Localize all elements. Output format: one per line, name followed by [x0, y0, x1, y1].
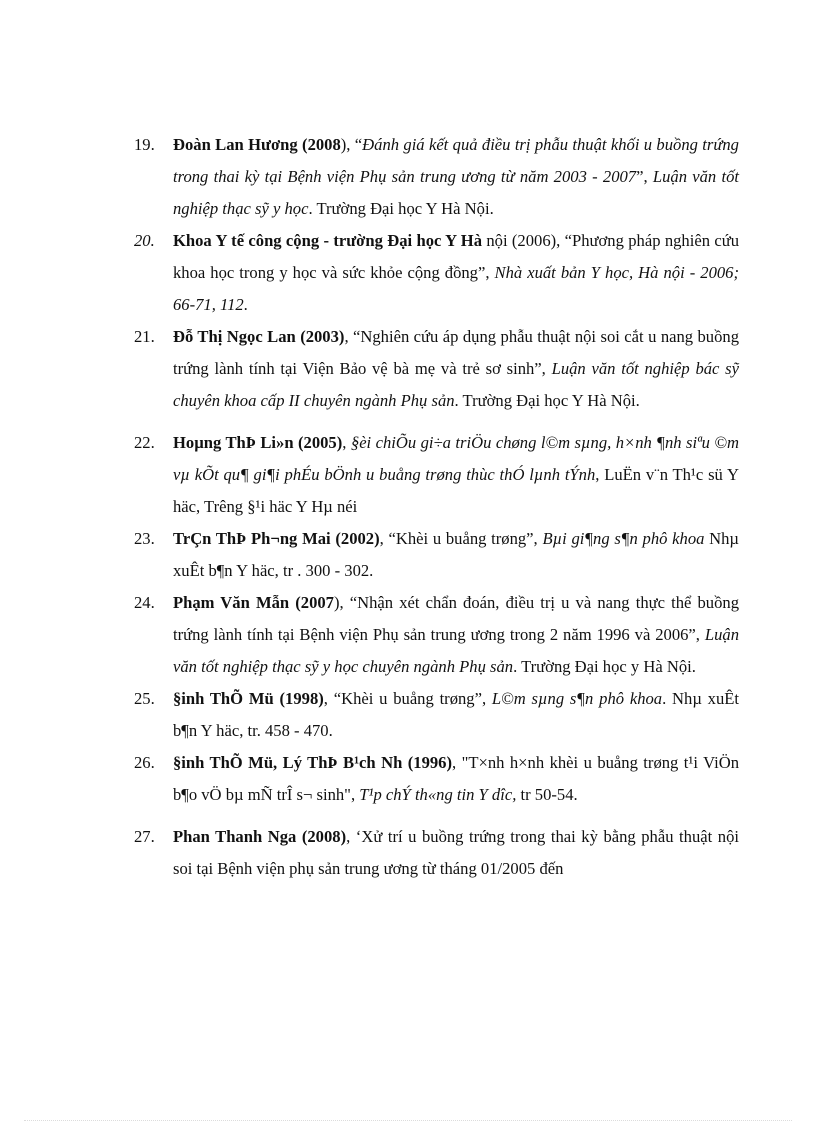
reference-author: Phạm Văn Mẫn [173, 593, 290, 612]
reference-author: Hoµng ThÞ Li»n (2005) [173, 433, 343, 452]
reference-item-26: 26. §inh ThÕ Mü, Lý ThÞ B¹ch Nh (1996), "T×nh h×nh khèi u buång trøng t¹i ViÖn b¶o vÖ bµ mÑ trÎ s¬ sinh", T¹p chÝ th«ng tin Y dîc, tr 50-54. [0, 747, 739, 811]
reference-number: 23. [134, 529, 155, 548]
reference-number: 26. [134, 753, 155, 772]
page-bottom-border [24, 1120, 792, 1121]
reference-item-27: 27. Phan Thanh Nga (2008), ‘Xử trí u buồng trứng trong thai kỳ bằng phẫu thuật nội soi tại Bệnh viện phụ sản trung ương từ tháng 01/2005 đến [0, 821, 739, 885]
reference-author: §inh ThÕ Mü, Lý ThÞ B¹ch Nh (1996) [173, 753, 452, 772]
reference-item-20: 20. Khoa Y tế công cộng - trường Đại học Y Hà nội (2006), “Phương pháp nghiên cứu khoa học trong y học và sức khỏe cộng đồng”, Nhà xuất bản Y học, Hà nội - 2006; 66-71, 112. [0, 225, 739, 321]
reference-item-25: 25. §inh ThÕ Mü (1998), “Khèi u buång trøng”, L©m sµng s¶n phô khoa. Nhµ xuÊt b¶n Y häc, tr. 458 - 470. [0, 683, 739, 747]
reference-source: Luận văn tốt nghiệp bác sỹ chuyên khoa cấp II chuyên ngành Phụ sản [173, 359, 739, 410]
reference-author: Đoàn Lan Hương [173, 135, 298, 154]
reference-author: §inh ThÕ Mü (1998) [173, 689, 324, 708]
reference-item-23: 23. TrÇn ThÞ Ph¬ng Mai (2002), “Khèi u buång trøng”, Bµi gi¶ng s¶n phô khoa Nhµ xuÊt b¶n Y häc, tr . 300 - 302. [0, 523, 739, 587]
reference-author: Khoa Y tế công cộng - trường Đại học Y Hà [173, 231, 483, 250]
reference-source: T¹p chÝ th«ng tin Y dîc, [359, 785, 517, 804]
reference-item-19: 19. Đoàn Lan Hương (2008), “Đánh giá kết quả điều trị phẫu thuật khối u buồng trứng trong thai kỳ tại Bệnh viện Phụ sản trung ương từ năm 2003 - 2007”, Luận văn tốt nghiệp thạc sỹ y học. Trường Đại học Y Hà Nội. [0, 129, 739, 225]
reference-author: Đỗ Thị Ngọc Lan (2003) [173, 327, 345, 346]
reference-item-21: 21. Đỗ Thị Ngọc Lan (2003), “Nghiên cứu áp dụng phẫu thuật nội soi cắt u nang buồng trứng lành tính tại Viện Bảo vệ bà mẹ và trẻ sơ sinh”, Luận văn tốt nghiệp bác sỹ chuyên khoa cấp II chuyên ngành Phụ sản. Trường Đại học Y Hà Nội. [0, 321, 739, 417]
reference-source: Luận văn tốt nghiệp thạc sỹ y học [173, 167, 739, 218]
reference-source: Bµi gi¶ng s¶n phô khoa [542, 529, 705, 548]
reference-number: 22. [134, 433, 155, 452]
spacer [0, 811, 816, 821]
spacer [0, 417, 816, 427]
reference-number: 24. [134, 593, 155, 612]
reference-item-22: 22. Hoµng ThÞ Li»n (2005), §èi chiÕu gi÷a triÖu chøng l©m sµng, h×nh ¶nh siªu ©m vµ kÕt qu¶ gi¶i phÉu bÖnh u buång trøng thùc thÓ lµnh tÝnh, LuËn v¨n Th¹c sü Y häc, Trêng §¹i häc Y Hµ néi [0, 427, 739, 523]
reference-title: Đánh giá kết quả điều trị phẫu thuật khối u buồng trứng trong thai kỳ tại Bệnh viện Phụ sản trung ương từ năm 2003 - 2007 [173, 135, 739, 186]
reference-number: 19. [134, 135, 155, 154]
reference-source: Luận văn tốt nghiệp thạc sỹ y học chuyên ngành Phụ sản [173, 625, 739, 676]
reference-number: 27. [134, 827, 155, 846]
reference-title: §èi chiÕu gi÷a triÖu chøng l©m sµng, h×nh ¶nh siªu ©m vµ kÕt qu¶ gi¶i phÉu bÖnh u buång trøng thùc thÓ lµnh tÝnh [173, 433, 740, 484]
reference-year: (2008 [297, 135, 341, 154]
reference-source: L©m sµng s¶n phô khoa [491, 689, 663, 708]
reference-number: 20. [134, 231, 155, 250]
reference-source: Nhà xuất bản Y học, Hà nội - 2006; 66-71, 112 [173, 263, 739, 314]
reference-author: TrÇn ThÞ Ph¬ng Mai (2002) [173, 529, 380, 548]
reference-number: 25. [134, 689, 155, 708]
reference-author: Phan Thanh Nga (2008) [173, 827, 347, 846]
reference-year: (2007 [289, 593, 334, 612]
reference-number: 21. [134, 327, 155, 346]
reference-list [0, 129, 816, 885]
reference-item-24: 24. Phạm Văn Mẫn (2007), “Nhận xét chẩn đoán, điều trị u và nang thực thể buồng trứng lành tính tại Bệnh viện Phụ sản trung ương trong 2 năm 1996 và 2006”, Luận văn tốt nghiệp thạc sỹ y học chuyên ngành Phụ sản. Trường Đại học y Hà Nội. [0, 587, 739, 683]
